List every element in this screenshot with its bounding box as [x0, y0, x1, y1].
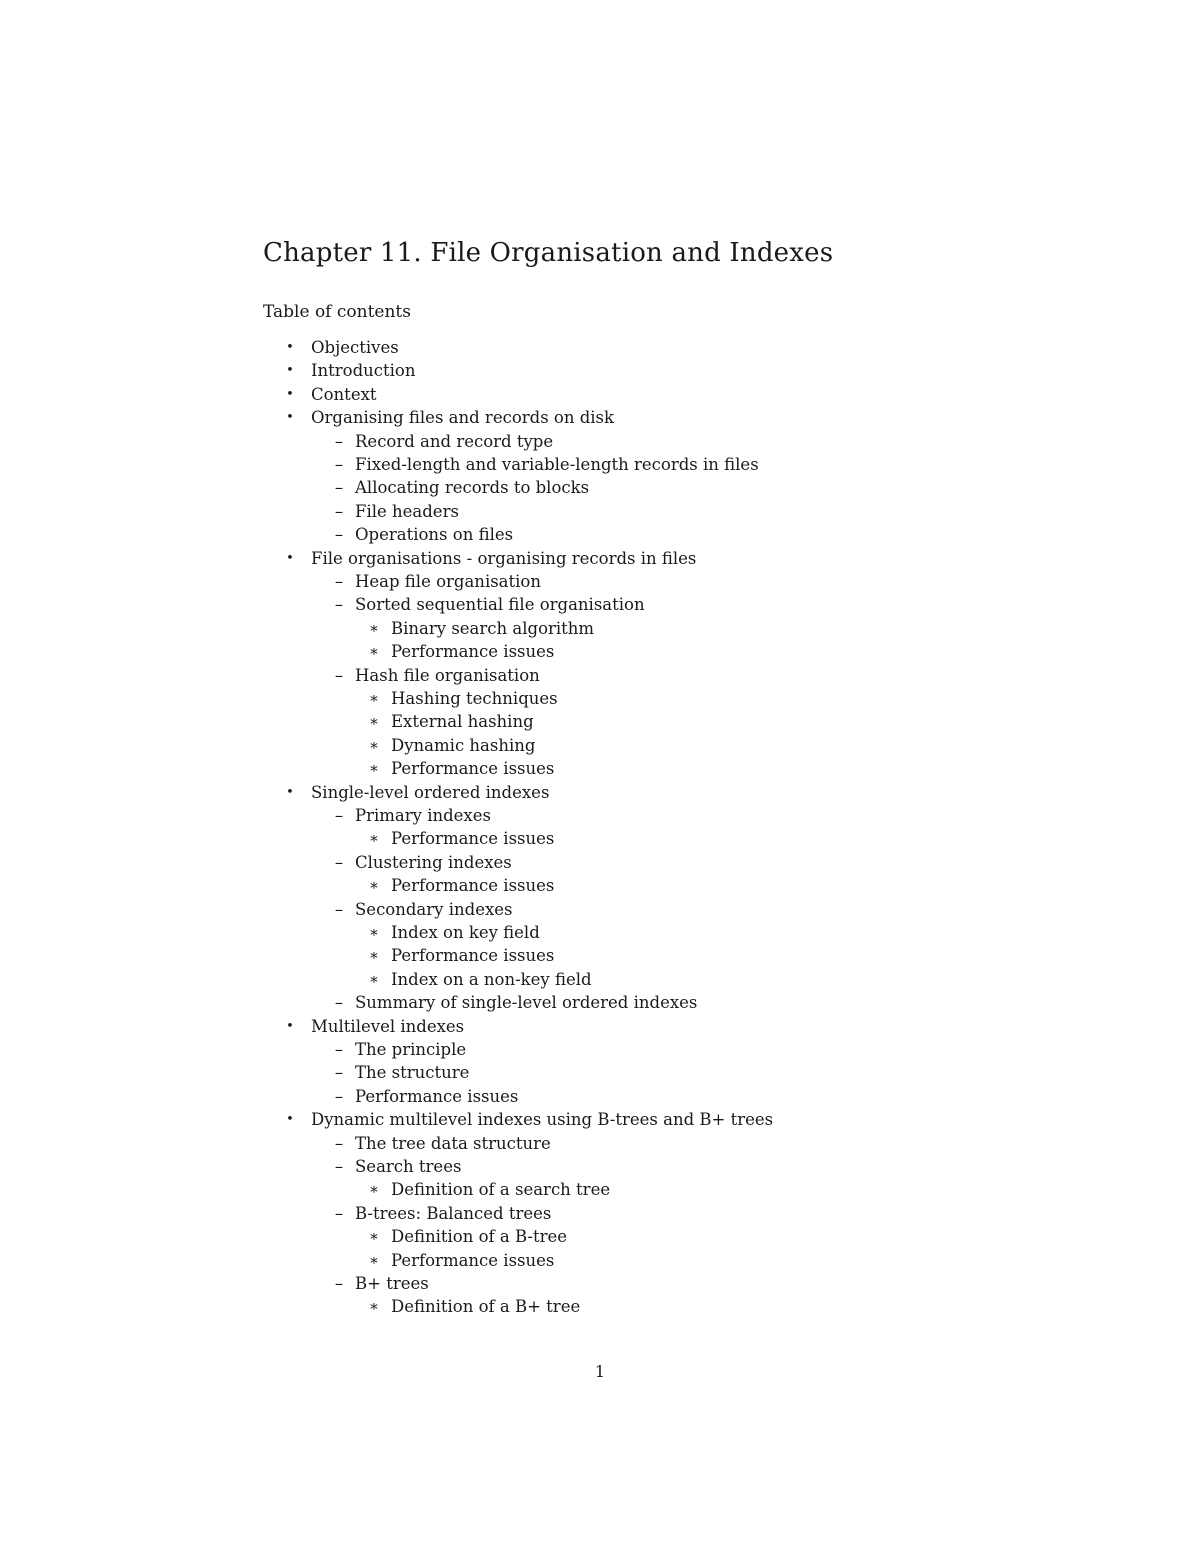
- page-number: 1: [594, 1362, 606, 1381]
- dash-marker: –: [334, 1063, 344, 1083]
- bullet-marker: •: [286, 340, 294, 355]
- asterisk-marker: ∗: [368, 759, 380, 778]
- bullet-marker: •: [286, 386, 294, 402]
- toc-item-label: Dynamic hashing: [391, 735, 536, 755]
- toc-item-label: Index on key field: [391, 923, 540, 942]
- dash-marker: –: [334, 1274, 344, 1293]
- dash-marker: –: [334, 1040, 344, 1059]
- asterisk-marker: ∗: [368, 735, 380, 754]
- dash-marker: –: [334, 1157, 344, 1176]
- toc-item-label: Operations on files: [355, 525, 514, 545]
- toc-item-label: B-trees: Balanced trees: [355, 1203, 552, 1223]
- table-of-contents: [0, 336, 1200, 1326]
- toc-item-label: Performance issues: [391, 642, 555, 662]
- toc-item-label: Record and record type: [355, 431, 554, 451]
- asterisk-marker: ∗: [368, 946, 380, 965]
- asterisk-marker: ∗: [368, 1297, 380, 1316]
- asterisk-marker: ∗: [368, 969, 380, 988]
- dash-marker: –: [334, 572, 344, 591]
- toc-item-label: Index on a non-key field: [391, 969, 592, 989]
- dash-marker: –: [334, 993, 344, 1013]
- toc-item-label: Search trees: [355, 1157, 462, 1176]
- dash-marker: –: [334, 665, 344, 685]
- toc-item-label: Allocating records to blocks: [355, 478, 590, 498]
- bullet-marker: •: [286, 550, 294, 566]
- dash-marker: –: [334, 1086, 344, 1106]
- toc-item-label: Fixed-length and variable-length records in files: [355, 455, 759, 474]
- toc-item-label: Heap file organisation: [355, 572, 541, 591]
- toc-item-label: Performance issues: [391, 759, 555, 779]
- asterisk-marker: ∗: [368, 876, 380, 895]
- dash-marker: –: [334, 806, 344, 825]
- toc-item-label: Performance issues: [355, 1086, 519, 1106]
- toc-item-label: Multilevel indexes: [311, 1016, 465, 1036]
- toc-item-label: The structure: [355, 1063, 470, 1083]
- toc-item-label: Single-level ordered indexes: [311, 782, 550, 802]
- toc-item-label: Context: [311, 384, 377, 404]
- asterisk-marker: ∗: [368, 923, 380, 941]
- toc-item-label: Organising files and records on disk: [311, 408, 615, 428]
- toc-item-label: Introduction: [311, 361, 416, 381]
- dash-marker: –: [334, 431, 344, 451]
- toc-item-label: The principle: [355, 1040, 467, 1059]
- toc-heading: Table of contents: [263, 302, 411, 322]
- asterisk-marker: ∗: [368, 689, 380, 707]
- toc-item-label: Performance issues: [391, 876, 555, 896]
- toc-item-label: Secondary indexes: [355, 899, 513, 919]
- toc-item-label: Dynamic multilevel indexes using B-trees and B+ trees: [311, 1110, 774, 1130]
- toc-item-label: Sorted sequential file organisation: [355, 595, 645, 615]
- toc-item-label: Binary search algorithm: [391, 618, 595, 638]
- dash-marker: –: [334, 501, 344, 521]
- asterisk-marker: ∗: [368, 1250, 380, 1269]
- dash-marker: –: [334, 595, 344, 615]
- asterisk-marker: ∗: [368, 829, 380, 848]
- asterisk-marker: ∗: [368, 642, 380, 661]
- bullet-marker: •: [286, 363, 294, 379]
- toc-item-label: Definition of a B+ tree: [391, 1297, 581, 1317]
- dash-marker: –: [334, 455, 344, 474]
- toc-item-label: Primary indexes: [355, 806, 491, 825]
- toc-item-label: Clustering indexes: [355, 852, 512, 872]
- bullet-marker: •: [286, 1018, 294, 1034]
- toc-item-label: Performance issues: [391, 1250, 555, 1270]
- dash-marker: –: [334, 478, 344, 498]
- toc-item-label: Objectives: [311, 338, 399, 357]
- toc-item-label: Hashing techniques: [391, 689, 558, 708]
- toc-item-label: Summary of single-level ordered indexes: [355, 993, 698, 1013]
- toc-item-label: Performance issues: [391, 946, 555, 966]
- dash-marker: –: [334, 899, 344, 919]
- toc-item-label: Definition of a B-tree: [391, 1227, 568, 1247]
- toc-item-label: Hash file organisation: [355, 665, 540, 685]
- toc-item-label: The tree data structure: [355, 1133, 551, 1153]
- toc-item-label: Performance issues: [391, 829, 555, 849]
- bullet-marker: •: [286, 1112, 294, 1128]
- asterisk-marker: ∗: [368, 1227, 380, 1246]
- toc-item-label: File headers: [355, 501, 459, 521]
- toc-item-label: B+ trees: [355, 1274, 429, 1293]
- dash-marker: –: [334, 1203, 344, 1223]
- asterisk-marker: ∗: [368, 1180, 380, 1199]
- bullet-marker: •: [286, 784, 294, 800]
- asterisk-marker: ∗: [368, 618, 380, 637]
- dash-marker: –: [334, 852, 344, 872]
- dash-marker: –: [334, 1133, 344, 1153]
- toc-item-label: File organisations - organising records in files: [311, 548, 697, 568]
- page-title: Chapter 11. File Organisation and Indexes: [263, 238, 834, 268]
- bullet-marker: •: [286, 410, 294, 426]
- toc-item-label: External hashing: [391, 712, 534, 732]
- toc-item-label: Definition of a search tree: [391, 1180, 611, 1200]
- asterisk-marker: ∗: [368, 712, 380, 731]
- dash-marker: –: [334, 525, 344, 545]
